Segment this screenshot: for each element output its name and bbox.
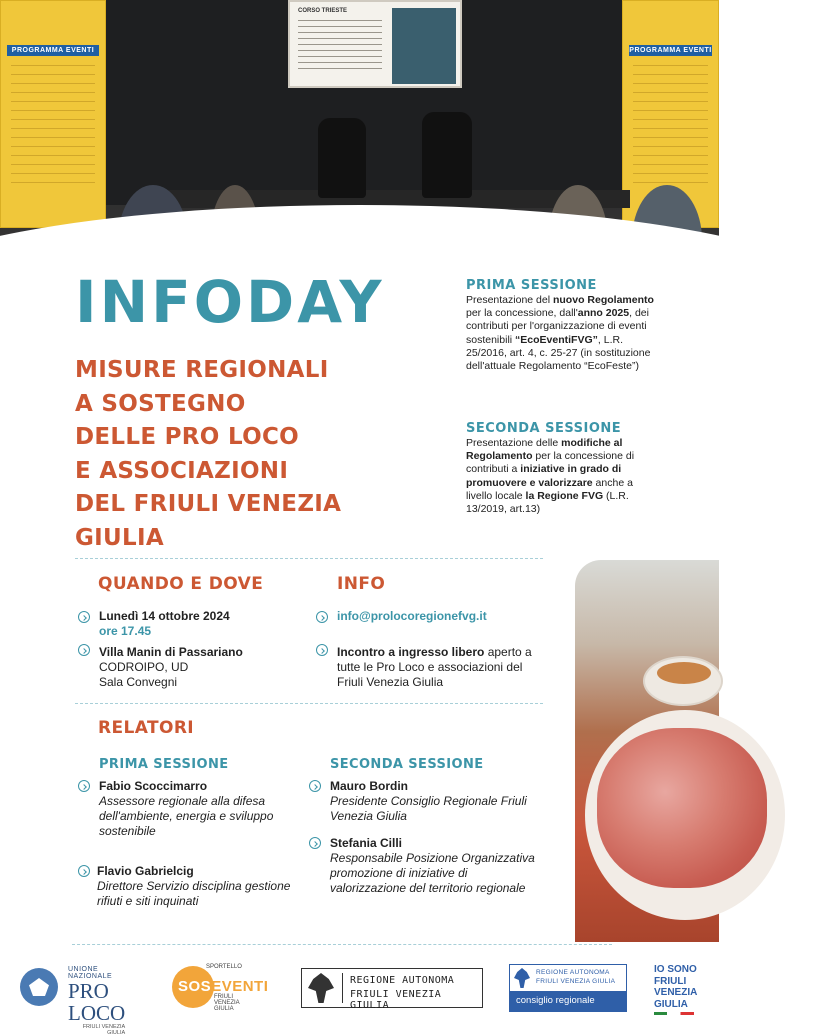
page-title: INFODAY — [75, 268, 385, 336]
speaker-figure — [318, 118, 366, 198]
regione-fvg-logo: REGIONE AUTONOMA FRIULI VENEZIA GIULIA — [301, 968, 483, 1008]
quando-dove-title: QUANDO E DOVE — [98, 574, 264, 594]
headline-line: MISURE REGIONALI — [75, 357, 329, 383]
speaker-entry — [330, 779, 530, 824]
headline-line: DELLE PRO LOCO — [75, 424, 299, 450]
relatori-title: RELATORI — [98, 718, 195, 738]
seconda-sessione-title: SECONDA SESSIONE — [466, 421, 622, 436]
prosciutto — [597, 728, 767, 888]
chevron-right-icon — [309, 837, 321, 849]
io-sono-fvg-logo: IO SONO FRIULI VENEZIA GIULIA — [654, 964, 697, 1015]
speaker-role: Direttore Servizio disciplina gestione rifiuti e siti inquinati — [97, 879, 291, 908]
eagle-icon — [308, 973, 334, 1003]
screen-label: CORSO TRIESTE — [298, 8, 348, 14]
chevron-right-icon — [309, 780, 321, 792]
speaker-role: Assessore regionale alla difesa dell'ambiente, energia e sviluppo sostenibile — [99, 794, 274, 838]
info-title: INFO — [337, 574, 386, 594]
event-date: Lunedì 14 ottobre 2024 ore 17.45 — [99, 609, 230, 638]
speaker-role: Responsabile Posizione Organizzativa promozione di iniziative di valorizzazione del territorio regionale — [330, 851, 535, 895]
access-info: Incontro a ingresso libero aperto a tutte le Pro Loco e associazioni del Friuli Venezia Giulia — [337, 645, 532, 689]
speaker-name: Stefania Cilli — [330, 836, 403, 850]
divider — [72, 944, 612, 945]
proloco-emblem-icon — [20, 968, 58, 1006]
event-time: ore 17.45 — [99, 624, 152, 638]
prima-sessione-block — [466, 278, 656, 373]
prima-sessione-text: Presentazione del nuovo Regolamento per la concessione, dall'anno 2025, dei contributi per l'organizzazione di eventi sostenibili “EcoEventiFVG”, L.R. 25/2016, art. 4, c. 25-27 (in sostituzione dell'attuale Regolamento “EcoFeste”) — [466, 294, 654, 373]
speaker-role: Presidente Consiglio Regionale Friuli Venezia Giulia — [330, 794, 527, 823]
speaker-name: Mauro Bordin — [330, 779, 408, 793]
speaker-entry — [330, 836, 535, 896]
seconda-sessione-block — [466, 421, 656, 516]
hero-photo — [0, 0, 719, 290]
eagle-icon — [514, 968, 530, 988]
screen-illustration — [392, 8, 456, 84]
relatori-seconda-title: SECONDA SESSIONE — [330, 757, 484, 772]
speaker-name: Flavio Gabrielcig — [97, 864, 194, 878]
headline-line: A SOSTEGNO — [75, 390, 246, 417]
prima-sessione-title: PRIMA SESSIONE — [466, 278, 597, 293]
italian-flag-icon — [654, 1012, 694, 1015]
chevron-right-icon — [78, 780, 90, 792]
relatori-prima-title: PRIMA SESSIONE — [99, 757, 229, 772]
contact-email[interactable]: info@prolocoregionefvg.it — [337, 609, 487, 623]
chevron-right-icon — [316, 611, 328, 623]
event-banner-left — [0, 0, 106, 228]
divider — [75, 703, 543, 704]
headline-line: DEL FRIULI VENEZIA GIULIA — [75, 491, 342, 551]
consiglio-regionale-logo: REGIONE AUTONOMA FRIULI VENEZIA GIULIA consiglio regionale — [509, 964, 627, 1012]
event-venue: Villa Manin di Passariano CODROIPO, UD Sala Convegni — [99, 645, 243, 689]
banner-label: PROGRAMMA EVENTI — [629, 47, 712, 54]
projection-screen — [288, 0, 462, 88]
headline-subtitle — [75, 354, 435, 555]
chevron-right-icon — [316, 644, 328, 656]
speaker-entry — [97, 864, 292, 909]
chevron-right-icon — [78, 611, 90, 623]
chevron-right-icon — [78, 644, 90, 656]
seconda-sessione-text: Presentazione delle modifiche al Regolamento per la concessione di contributi a iniziative in grado di promuovere e valorizzare anche a livello locale la Regione FVG (L.R. 13/2019, art.13) — [466, 437, 635, 516]
headline-line: E ASSOCIAZIONI — [75, 457, 289, 484]
speaker-figure — [422, 112, 472, 198]
sponsor-logos: UNIONE NAZIONALE PRO LOCO FRIULI VENEZIA GIULIA SPORTELLO SOSEVENTI FRIULI VENEZIA GIULIA REGIONE AUTONOMA FRIULI VENEZIA GIULIA REGIONE AUTONOMA FRIULI VENEZIA GIULIA consiglio regionale IO SONO FRIULI VENEZIA GIULIA — [0, 958, 719, 1024]
chevron-right-icon — [78, 865, 90, 877]
speaker-name: Fabio Scoccimarro — [99, 779, 208, 793]
banner-label: PROGRAMMA EVENTI — [7, 45, 99, 56]
speaker-entry — [99, 779, 289, 839]
divider — [75, 558, 543, 559]
food-photo — [575, 560, 719, 942]
